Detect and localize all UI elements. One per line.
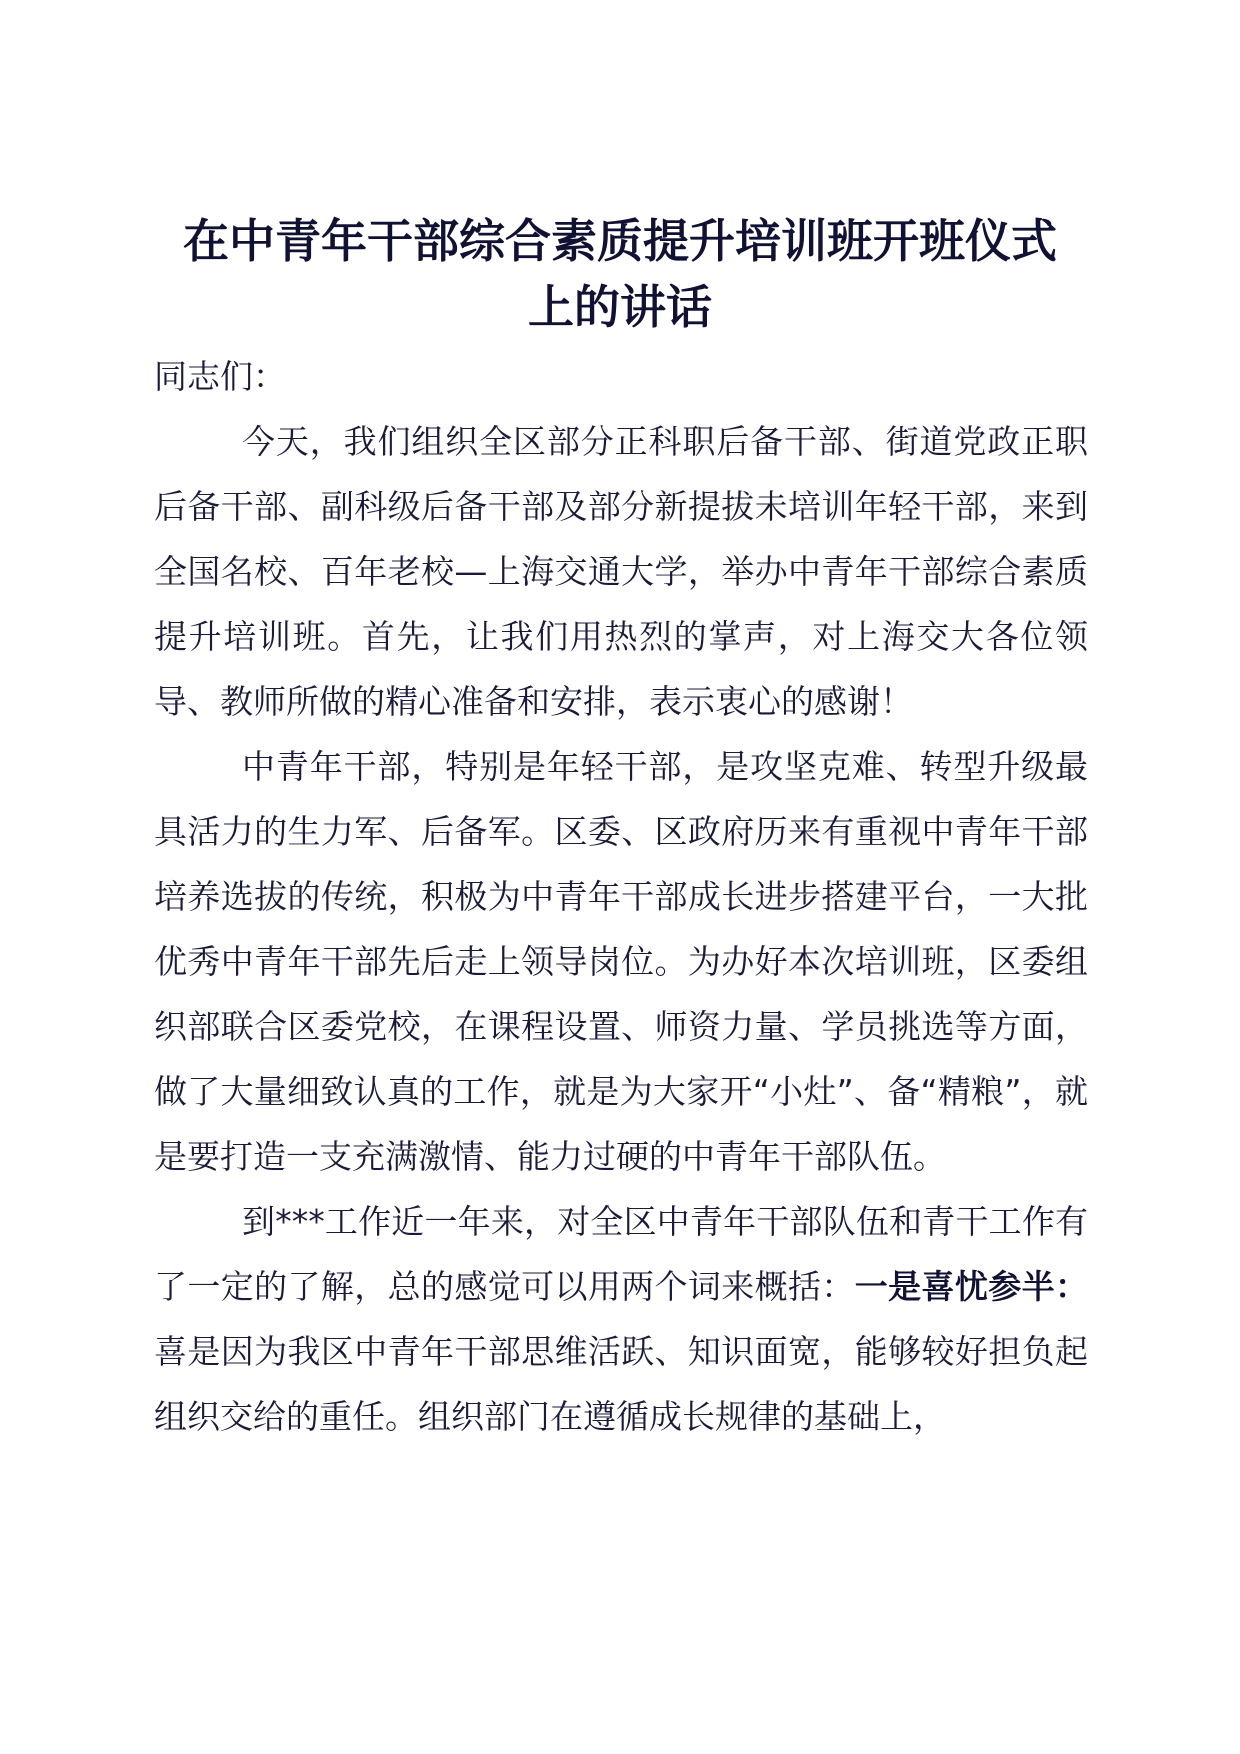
paragraph-2: 中青年干部，特别是年轻干部，是攻坚克难、转型升级最具活力的生力军、后备军。区委、区政府历来有重视中青年干部培养选拔的传统，积极为中青年干部成长进步搭建平台，一大批优秀中青年干部先后走上领导岗位。为办好本次培训班，区委组织部联合区委党校，在课程设置、师资力量、学员挑选等方面，做了大量细致认真的工作，就是为大家开“小灶”、备“精粮”，就是要打造一支充满激情、能力过硬的中青年干部队伍。 [154, 747, 1088, 1176]
title-line-1: 在中青年干部综合素质提升培训班开班仪式 [183, 214, 1057, 268]
paragraph-3-bold-heading: 一是喜忧参半： [854, 1267, 1089, 1306]
paragraph-3-continuation: 喜是因为我区中青年干部思维活跃、知识面宽，能够较好担负起组织交给的重任。组织部门在遵循成长规律的基础上， [154, 1332, 1088, 1436]
document-body [154, 344, 1088, 1449]
page-title [150, 208, 1090, 340]
paragraph-3-intro: 到***工作近一年来，对全区中青年干部队伍和青干工作有了一定的了解，总的感觉可以用两个词来概括： [154, 1202, 1088, 1306]
salutation: 同志们： [154, 357, 286, 396]
paragraph-1: 今天，我们组织全区部分正科职后备干部、街道党政正职后备干部、副科级后备干部及部分新提拔未培训年轻干部，来到全国名校、百年老校—上海交通大学，举办中青年干部综合素质提升培训班。首先，让我们用热烈的掌声，对上海交大各位领导、教师所做的精心准备和安排，表示衷心的感谢！ [154, 422, 1088, 721]
title-line-2: 上的讲话 [528, 280, 712, 334]
paragraph-3 [154, 1189, 1088, 1449]
